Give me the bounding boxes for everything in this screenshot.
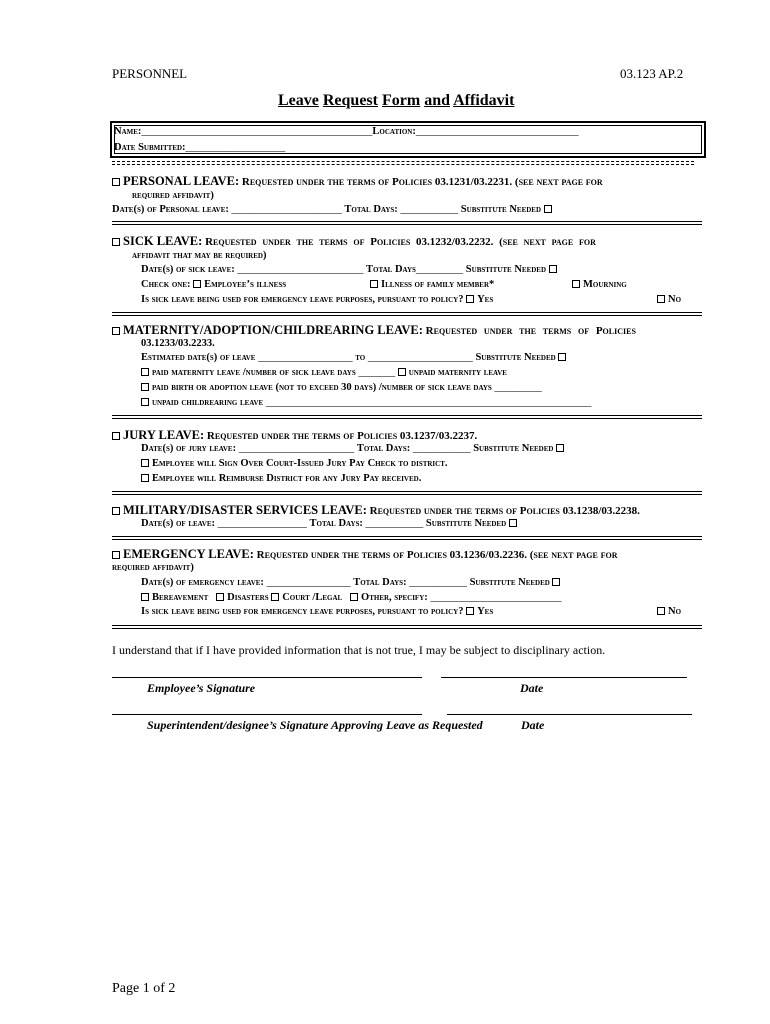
- divider: [112, 161, 694, 162]
- military-dates-field[interactable]: _________________: [217, 518, 307, 529]
- maternity-to-field[interactable]: ____________________: [367, 352, 473, 363]
- maternity-sub-checkbox[interactable]: [558, 353, 566, 361]
- maternity-est-label: Estimated date(s) of leave: [141, 352, 256, 363]
- name-field[interactable]: ____________________________________________: [141, 126, 373, 137]
- sick-no-option: [657, 294, 681, 305]
- page-title: [278, 92, 514, 110]
- maternity-leave-desc2: 03.1233/03.2233.: [141, 338, 215, 349]
- maternity-leave-desc: Requested under the terms of Policies: [425, 325, 636, 337]
- mourning-label: Mourning: [583, 279, 627, 290]
- emergency-question: [141, 606, 493, 617]
- emergency-leave-desc2: required affidavit): [112, 562, 194, 573]
- maternity-to-label: to: [355, 352, 366, 363]
- superintendent-signature-line[interactable]: [112, 714, 422, 715]
- unpaid-maternity-label: unpaid maternity leave: [408, 367, 507, 378]
- employee-date-line[interactable]: [441, 677, 687, 678]
- birth-adoption-row: [141, 382, 542, 393]
- sick-leave-dates-row: [141, 264, 560, 275]
- name-label: Name:: [114, 126, 142, 137]
- emergency-leave-title: EMERGENCY LEAVE:: [123, 547, 254, 561]
- sick-emergency-q-label: Is sick leave being used for emergency leave purposes, pursuant to policy?: [141, 294, 464, 305]
- sick-dates-field[interactable]: ________________________: [237, 264, 364, 275]
- sign-over-checkbox[interactable]: [141, 459, 149, 467]
- sick-emergency-question: [141, 294, 493, 305]
- emergency-total-field[interactable]: ___________: [409, 577, 467, 588]
- bereavement-label: Bereavement: [152, 592, 209, 603]
- reimburse-label: Employee will Reimburse District for any Jury Pay received.: [152, 473, 422, 484]
- maternity-sub-label: Substitute Needed: [475, 352, 556, 363]
- date-label: Date: [521, 718, 545, 732]
- divider: [112, 312, 702, 313]
- childrearing-checkbox[interactable]: [141, 398, 149, 406]
- personal-dates-label: Date(s) of Personal leave:: [112, 204, 229, 215]
- jury-total-field[interactable]: ___________: [412, 443, 471, 454]
- other-specify-field[interactable]: _________________________: [430, 592, 562, 603]
- emergency-total-label: Total Days:: [353, 577, 407, 588]
- employee-illness-checkbox[interactable]: [193, 280, 201, 288]
- jury-dates-field[interactable]: ______________________: [238, 443, 355, 454]
- childrearing-field[interactable]: ______________________________________________________________: [265, 397, 592, 408]
- jury-sign-over-row: [141, 458, 448, 469]
- emergency-dates-field[interactable]: ________________: [266, 577, 351, 588]
- military-leave-desc: Requested under the terms of Policies 03.1238/03.2238.: [369, 505, 640, 517]
- date-submitted-row: [114, 142, 285, 153]
- sick-leave-title: SICK LEAVE:: [123, 234, 203, 248]
- sick-yes-checkbox[interactable]: [466, 295, 474, 303]
- sick-no-label: No: [668, 294, 682, 305]
- name-row: [114, 126, 579, 137]
- title-word: Affidavit: [453, 92, 515, 109]
- jury-sub-checkbox[interactable]: [556, 444, 564, 452]
- sick-leave-desc: Requested under the terms of Policies 03.1232/03.2232. (see next page for: [205, 236, 596, 248]
- reimburse-checkbox[interactable]: [141, 474, 149, 482]
- date-submitted-label: Date Submitted:: [114, 142, 186, 153]
- personal-dates-field[interactable]: _____________________: [231, 204, 342, 215]
- personal-sub-checkbox[interactable]: [544, 205, 552, 213]
- personal-sub-label: Substitute Needed: [460, 204, 542, 215]
- sick-total-field[interactable]: _________: [415, 264, 464, 275]
- emergency-leave-checkbox[interactable]: [112, 551, 120, 559]
- personal-leave-desc2: required affidavit): [132, 190, 214, 201]
- emergency-dates-row: [141, 577, 563, 588]
- title-word: Leave: [278, 92, 319, 109]
- emergency-q-label: Is sick leave being used for emergency leave purposes, pursuant to policy?: [141, 606, 464, 617]
- family-illness-label: Illness of family member*: [381, 279, 495, 290]
- location-field[interactable]: _______________________________: [415, 126, 579, 137]
- sick-leave-heading: [112, 234, 596, 249]
- bereavement-checkbox[interactable]: [141, 593, 149, 601]
- sick-no-checkbox[interactable]: [657, 295, 665, 303]
- family-illness-option: [370, 279, 494, 290]
- birth-adoption-checkbox[interactable]: [141, 383, 149, 391]
- title-word: and: [424, 92, 450, 109]
- military-leave-title: MILITARY/DISASTER SERVICES LEAVE:: [123, 503, 367, 517]
- childrearing-label: unpaid childrearing leave: [152, 397, 264, 408]
- employee-signature-line[interactable]: [112, 677, 422, 678]
- personal-leave-heading: [112, 174, 702, 189]
- disasters-label: Disasters: [227, 592, 269, 603]
- emergency-no-option: [657, 606, 681, 617]
- sick-leave-checkbox[interactable]: [112, 238, 120, 246]
- personal-total-field[interactable]: ___________: [400, 204, 459, 215]
- employee-illness-label: Employee’s illness: [204, 279, 287, 290]
- sick-sub-label: Substitute Needed: [465, 264, 547, 275]
- personal-total-label: Total Days:: [344, 204, 398, 215]
- emergency-leave-desc: Requested under the terms of Policies 03.1236/03.2236. (see next page for: [256, 549, 618, 561]
- title-word: Request: [322, 92, 378, 109]
- divider: [112, 221, 702, 222]
- military-total-label: Total Days:: [309, 518, 363, 529]
- unpaid-maternity-checkbox[interactable]: [398, 368, 406, 376]
- sick-check-one-row: [141, 279, 286, 290]
- section-code-left: PERSONNEL: [112, 66, 188, 81]
- divider: [112, 625, 702, 626]
- jury-leave-title: JURY LEAVE:: [123, 428, 205, 442]
- military-dates-row: [141, 518, 520, 529]
- personal-leave-desc: Requested under the terms of Policies 03.1231/03.2231. (see next page for: [241, 176, 603, 188]
- check-one-label: Check one:: [141, 279, 191, 290]
- jury-sub-label: Substitute Needed: [473, 443, 554, 454]
- maternity-from-field[interactable]: __________________: [258, 352, 353, 363]
- birth-adoption-label: paid birth or adoption leave (not to exceed 30 days) /number of sick leave days: [152, 382, 492, 393]
- title-word: Form: [381, 92, 421, 109]
- military-sub-checkbox[interactable]: [509, 519, 517, 527]
- mourning-option: [572, 279, 627, 290]
- emergency-sub-checkbox[interactable]: [552, 578, 560, 586]
- sick-dates-label: Date(s) of sick leave:: [141, 264, 235, 275]
- sick-leave-desc2: affidavit that may be required): [132, 250, 267, 261]
- military-leave-checkbox[interactable]: [112, 507, 120, 515]
- date-submitted-field[interactable]: ___________________: [185, 142, 286, 153]
- divider: [112, 415, 702, 416]
- military-leave-heading: [112, 503, 640, 518]
- military-total-field[interactable]: ___________: [365, 518, 424, 529]
- jury-leave-heading: [112, 428, 477, 443]
- paid-maternity-row: [141, 367, 507, 378]
- sign-over-label: Employee will Sign Over Court-Issued Jury Pay Check to district.: [152, 458, 448, 469]
- employee-signature-label: Employee’s Signature: [147, 681, 256, 695]
- emergency-sub-label: Substitute Needed: [469, 577, 550, 588]
- emergency-yes-label: Yes: [477, 606, 494, 617]
- paid-maternity-label: paid maternity leave /number of sick leave days: [152, 367, 356, 378]
- emergency-leave-heading: [112, 547, 617, 562]
- mourning-checkbox[interactable]: [572, 280, 580, 288]
- jury-reimburse-row: [141, 473, 421, 484]
- court-legal-label: Court /Legal: [282, 592, 343, 603]
- sick-sub-checkbox[interactable]: [549, 265, 557, 273]
- court-legal-checkbox[interactable]: [271, 593, 279, 601]
- childrearing-row: [141, 397, 591, 408]
- maternity-leave-checkbox[interactable]: [112, 327, 120, 335]
- personal-leave-dates-row: [112, 204, 555, 215]
- page-number: Page 1 of 2: [112, 981, 176, 996]
- personal-leave-title: PERSONAL LEAVE:: [123, 174, 240, 188]
- emergency-no-label: No: [668, 606, 682, 617]
- other-checkbox[interactable]: [350, 593, 358, 601]
- emergency-options-row: [141, 592, 562, 603]
- family-illness-checkbox[interactable]: [370, 280, 378, 288]
- superintendent-signature-label: Superintendent/designee’s Signature Approving Leave as Requested: [147, 718, 483, 732]
- jury-dates-label: Date(s) of jury leave:: [141, 443, 237, 454]
- jury-dates-row: [141, 443, 567, 454]
- disasters-checkbox[interactable]: [216, 593, 224, 601]
- maternity-leave-title: MATERNITY/ADOPTION/CHILDREARING LEAVE:: [123, 323, 423, 337]
- policy-number: 03.123 AP.2: [620, 66, 684, 81]
- sick-yes-label: Yes: [477, 294, 494, 305]
- divider: [112, 491, 702, 492]
- emergency-dates-label: Date(s) of emergency leave:: [141, 577, 264, 588]
- paid-maternity-days-field[interactable]: _______: [358, 367, 396, 378]
- emergency-no-checkbox[interactable]: [657, 607, 665, 615]
- location-label: Location:: [372, 126, 416, 137]
- divider: [112, 536, 702, 537]
- military-dates-label: Date(s) of leave:: [141, 518, 216, 529]
- jury-leave-checkbox[interactable]: [112, 432, 120, 440]
- date-label: Date: [520, 681, 544, 695]
- birth-adoption-days-field[interactable]: _________: [494, 382, 542, 393]
- maternity-leave-heading: [112, 323, 636, 338]
- other-label: Other, specify:: [361, 592, 428, 603]
- sick-total-label: Total Days: [366, 264, 416, 275]
- personal-leave-checkbox[interactable]: [112, 178, 120, 186]
- superintendent-date-line[interactable]: [447, 714, 692, 715]
- paid-maternity-checkbox[interactable]: [141, 368, 149, 376]
- truthfulness-statement: I understand that if I have provided information that is not true, I may be subject to disciplinary action.: [112, 643, 606, 657]
- military-sub-label: Substitute Needed: [425, 518, 507, 529]
- emergency-yes-checkbox[interactable]: [466, 607, 474, 615]
- jury-total-label: Total Days:: [356, 443, 411, 454]
- maternity-dates-row: [141, 352, 569, 363]
- jury-leave-desc: Requested under the terms of Policies 03.1237/03.2237.: [206, 430, 478, 442]
